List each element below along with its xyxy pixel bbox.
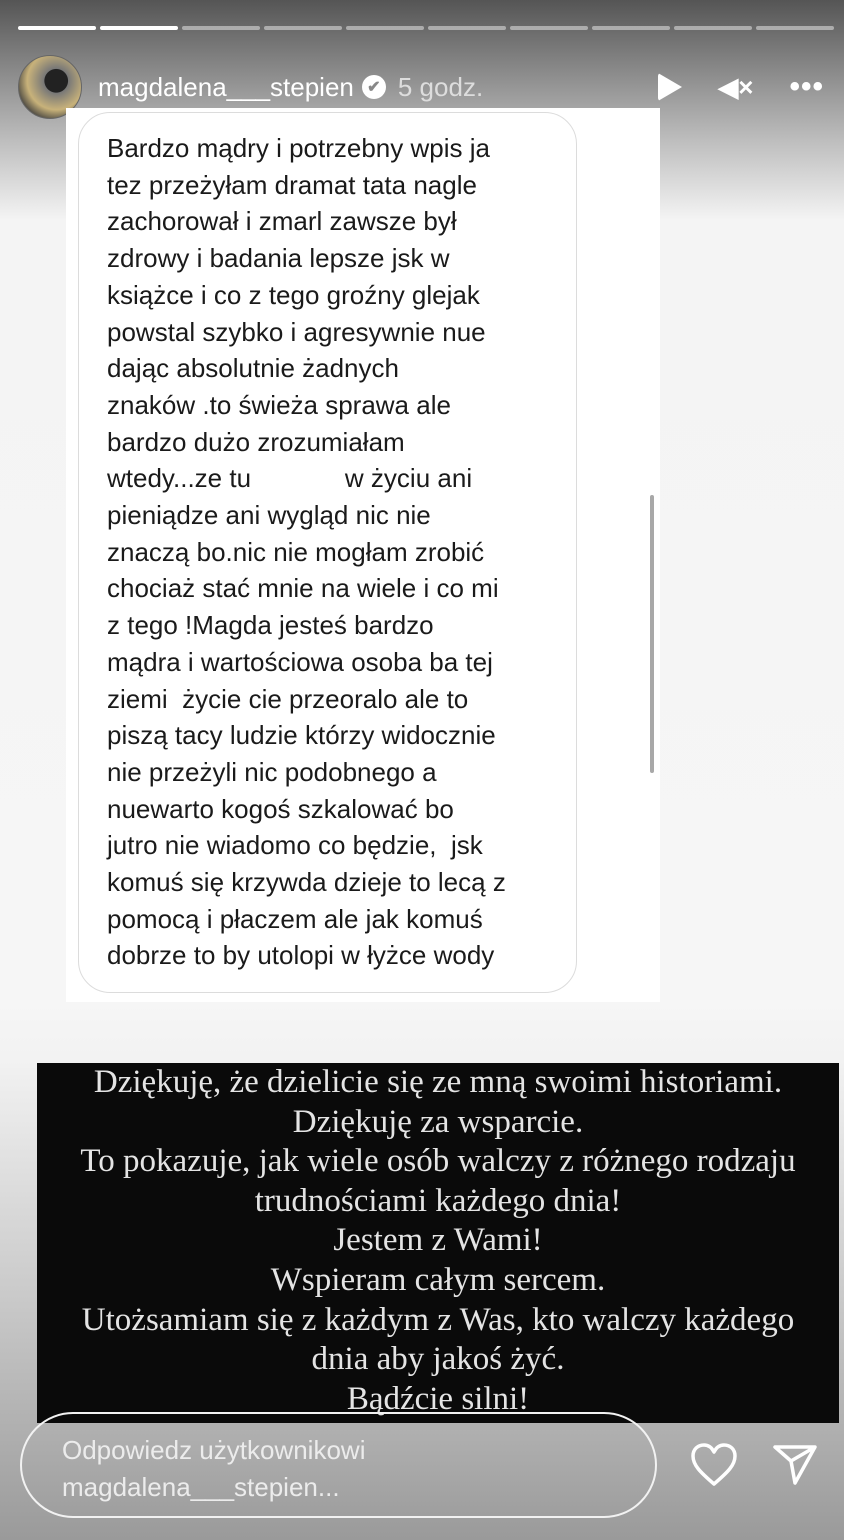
comment-line: dając absolutnie żadnych: [107, 353, 399, 384]
more-options-icon[interactable]: •••: [789, 70, 824, 103]
timestamp: 5 godz.: [397, 71, 484, 102]
progress-segment: [346, 26, 424, 30]
progress-segment: [428, 26, 506, 30]
comment-line: zachorował i zmarl zawsze był: [107, 206, 457, 237]
comment-line: jutro nie wiadomo co będzie, jsk: [107, 830, 483, 861]
comment-line: nie przeżyli nic podobnego a: [107, 756, 437, 787]
progress-segment: [264, 26, 342, 30]
comment-line: pomocą i płaczem ale jak komuś: [107, 903, 483, 934]
reply-placeholder-line1: Odpowiedz użytkownikowi: [62, 1435, 366, 1465]
comment-line: wtedy...ze tu w życiu ani: [107, 463, 473, 494]
comment-line: znaczą bo.nic nie mogłam zrobić: [107, 536, 485, 567]
verified-badge-icon: ✔: [362, 75, 386, 99]
comment-line: piszą tacy ludzie którzy widocznie: [107, 720, 496, 751]
comment-line: tez przeżyłam dramat tata nagle: [107, 169, 477, 200]
reply-input[interactable]: [20, 1412, 657, 1518]
progress-segment: [100, 26, 178, 30]
progress-segment: [18, 26, 96, 30]
progress-segment: [756, 26, 834, 30]
heart-icon[interactable]: [690, 1442, 738, 1488]
progress-segment: [592, 26, 670, 30]
comment-line: zdrowy i badania lepsze jsk w: [107, 243, 450, 274]
mute-icon[interactable]: ◀×: [718, 71, 754, 102]
caption-line: Utożsamiam się z każdym z Was, kto walczy każdego: [81, 1301, 795, 1338]
caption-box: [37, 1063, 839, 1423]
story-progress: [18, 26, 834, 30]
caption-line: Dziękuję, że dzielicie się ze mną swoimi historiami.: [93, 1064, 783, 1100]
comment-line: Bardzo mądry i potrzebny wpis ja: [107, 133, 490, 163]
send-icon[interactable]: [772, 1444, 818, 1486]
comment-line: komuś się krzywda dzieje to lecą z: [107, 867, 506, 898]
comment-line: nuewarto kogoś szkalować bo: [107, 793, 454, 824]
progress-segment: [510, 26, 588, 30]
caption-line: To pokazuje, jak wiele osób walczy z różnego rodzaju: [80, 1143, 796, 1180]
progress-segment: [674, 26, 752, 30]
caption-line: dnia aby jakoś żyć.: [311, 1341, 565, 1378]
caption-line: Jestem z Wami!: [333, 1222, 543, 1259]
comment-line: ziemi życie cie przeoralo ale to: [107, 683, 469, 714]
comment-line: z tego !Magda jesteś bardzo: [107, 610, 434, 641]
progress-segment: [182, 26, 260, 30]
caption-line: Bądźcie silni!: [346, 1380, 530, 1417]
caption-line: trudnościami każdego dnia!: [254, 1182, 622, 1219]
username[interactable]: magdalena___stepien: [98, 71, 354, 102]
comment-line: bardzo dużo zrozumiałam: [107, 426, 405, 457]
comment-bubble: [78, 112, 577, 993]
comment-line: znaków .to świeża sprawa ale: [107, 389, 451, 420]
scrollbar: [650, 495, 654, 773]
caption-line: Dziękuję za wsparcie.: [292, 1103, 584, 1140]
comment-line: powstal szybko i agresywnie nue: [107, 316, 486, 347]
comment-line: chociaż stać mnie na wiele i co mi: [107, 573, 499, 604]
reply-placeholder-line2: magdalena___stepien...: [62, 1472, 340, 1502]
comment-line: książce i co z tego groźny glejak: [107, 279, 480, 310]
comment-line: pieniądze ani wygląd nic nie: [107, 500, 431, 531]
caption-line: Wspieram całym sercem.: [270, 1261, 606, 1298]
play-icon[interactable]: [658, 73, 682, 101]
comment-line: dobrze to by utolopi w łyżce wody: [107, 940, 495, 971]
comment-line: mądra i wartościowa osoba ba tej: [107, 646, 493, 677]
